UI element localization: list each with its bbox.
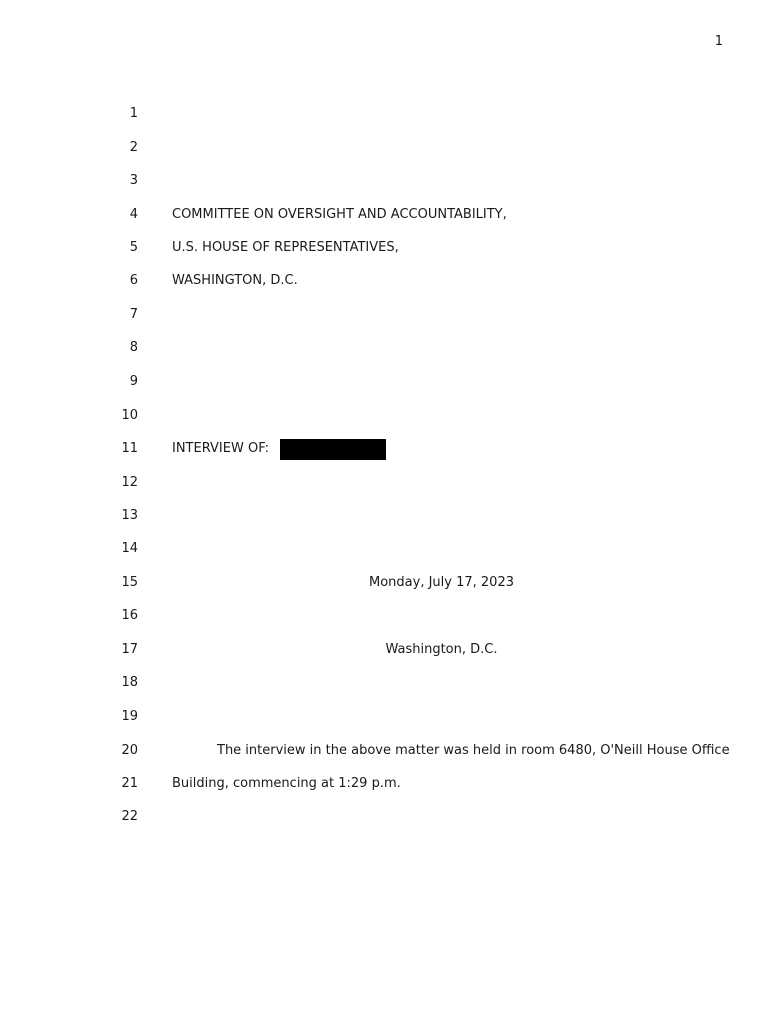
interview-paragraph-line: The interview in the above matter was held in room 6480, O'Neill House Office bbox=[217, 743, 730, 758]
line-number: 5 bbox=[129, 240, 138, 255]
line-number: 18 bbox=[121, 675, 138, 690]
transcript-line bbox=[0, 171, 768, 191]
transcript-line bbox=[0, 539, 768, 559]
transcript-line bbox=[0, 271, 768, 291]
transcript-line bbox=[0, 807, 768, 827]
location-heading: WASHINGTON, D.C. bbox=[172, 273, 298, 288]
transcript-line bbox=[0, 707, 768, 727]
line-number: 15 bbox=[121, 575, 138, 590]
transcript-line bbox=[0, 406, 768, 426]
transcript-line bbox=[0, 673, 768, 693]
transcript-line bbox=[0, 473, 768, 493]
transcript-line bbox=[0, 573, 768, 593]
transcript-line bbox=[0, 138, 768, 158]
line-number: 13 bbox=[121, 508, 138, 523]
transcript-line bbox=[0, 372, 768, 392]
house-name: U.S. HOUSE OF REPRESENTATIVES, bbox=[172, 240, 399, 255]
transcript-line bbox=[0, 606, 768, 626]
transcript-line bbox=[0, 506, 768, 526]
redaction-box bbox=[280, 439, 386, 460]
line-number: 14 bbox=[121, 541, 138, 556]
committee-name: COMMITTEE ON OVERSIGHT AND ACCOUNTABILITY, bbox=[172, 207, 507, 222]
interview-date: Monday, July 17, 2023 bbox=[369, 575, 514, 590]
line-number: 10 bbox=[121, 408, 138, 423]
interview-of-label: INTERVIEW OF: bbox=[172, 441, 270, 456]
line-number: 16 bbox=[121, 608, 138, 623]
transcript-line bbox=[0, 741, 768, 761]
interview-paragraph-line: Building, commencing at 1:29 p.m. bbox=[172, 776, 401, 791]
transcript-line bbox=[0, 205, 768, 225]
transcript-line bbox=[0, 305, 768, 325]
line-number: 12 bbox=[121, 475, 138, 490]
line-number: 19 bbox=[121, 709, 138, 724]
line-number: 22 bbox=[121, 809, 138, 824]
line-number: 21 bbox=[121, 776, 138, 791]
page-number: 1 bbox=[714, 34, 723, 49]
transcript-line bbox=[0, 238, 768, 258]
line-number: 3 bbox=[129, 173, 138, 188]
line-number: 6 bbox=[129, 273, 138, 288]
line-number: 9 bbox=[129, 374, 138, 389]
line-number: 4 bbox=[129, 207, 138, 222]
transcript-line bbox=[0, 774, 768, 794]
line-number: 8 bbox=[129, 340, 138, 355]
line-number: 20 bbox=[121, 743, 138, 758]
line-number: 7 bbox=[129, 307, 138, 322]
interview-location: Washington, D.C. bbox=[385, 642, 498, 657]
transcript-line bbox=[0, 439, 768, 459]
line-number: 11 bbox=[121, 441, 138, 456]
line-number: 1 bbox=[129, 106, 138, 121]
transcript-line bbox=[0, 338, 768, 358]
line-number: 17 bbox=[121, 642, 138, 657]
transcript-line bbox=[0, 640, 768, 660]
line-number: 2 bbox=[129, 140, 138, 155]
transcript-line bbox=[0, 104, 768, 124]
